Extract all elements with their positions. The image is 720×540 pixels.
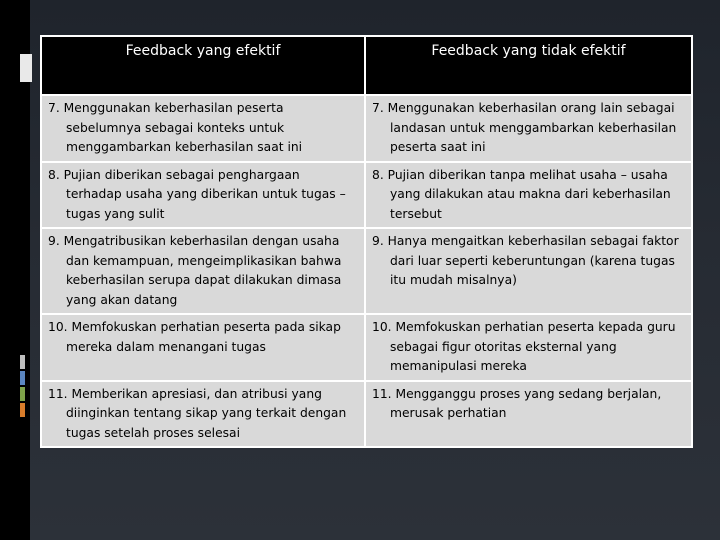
accent-bar-blue <box>20 371 25 385</box>
table-row <box>41 95 692 162</box>
table-header-row <box>41 36 692 95</box>
cell-tidak-efektif <box>365 314 692 381</box>
header-efektif: Feedback yang efektif <box>41 36 365 95</box>
decorative-square <box>20 54 32 82</box>
cell-tidak-efektif <box>365 228 692 314</box>
feedback-comparison-table <box>40 35 693 448</box>
cell-tidak-efektif <box>365 95 692 162</box>
header-tidak-efektif: Feedback yang tidak efektif <box>365 36 692 95</box>
accent-bar-orange <box>20 403 25 417</box>
cell-text: 10. Memfokuskan perhatian peserta pada sikap mereka dalam menangani tugas <box>48 320 341 354</box>
cell-text: 10. Memfokuskan perhatian peserta kepada guru sebagai figur otoritas eksternal yang memanipulasi mereka <box>372 320 676 373</box>
cell-text: 11. Mengganggu proses yang sedang berjalan, merusak perhatian <box>372 386 662 420</box>
cell-text: 9. Mengatribusikan keberhasilan dengan usaha dan kemampuan, mengeimplikasikan bahwa keberhasilan serupa dapat dilakukan dimasa yang akan datang <box>48 234 342 307</box>
cell-text: 7. Menggunakan keberhasilan orang lain sebagai landasan untuk menggambarkan keberhasilan peserta saat ini <box>372 101 677 154</box>
cell-tidak-efektif <box>365 381 692 448</box>
cell-efektif <box>41 381 365 448</box>
table-row <box>41 228 692 314</box>
table-row <box>41 314 692 381</box>
table-row <box>41 162 692 229</box>
cell-efektif <box>41 314 365 381</box>
cell-text: 7. Menggunakan keberhasilan peserta sebelumnya sebagai konteks untuk menggambarkan keberhasilan saat ini <box>48 101 303 154</box>
table-row <box>41 381 692 448</box>
cell-efektif <box>41 95 365 162</box>
cell-text: 8. Pujian diberikan tanpa melihat usaha – usaha yang dilakukan atau makna dari keberhasilan tersebut <box>372 167 671 221</box>
cell-text: 8. Pujian diberikan sebagai penghargaan terhadap usaha yang diberikan untuk tugas – tugas yang sulit <box>48 167 346 221</box>
cell-efektif <box>41 162 365 229</box>
cell-text: 11. Memberikan apresiasi, dan atribusi yang diinginkan tentang sikap yang terkait dengan tugas setelah proses selesai <box>48 386 347 440</box>
accent-bar-gray <box>20 355 25 369</box>
accent-bar-green <box>20 387 25 401</box>
cell-text: 9. Hanya mengaitkan keberhasilan sebagai faktor dari luar seperti keberuntungan (karena tugas itu mudah misalnya) <box>372 234 679 287</box>
cell-efektif <box>41 228 365 314</box>
cell-tidak-efektif <box>365 162 692 229</box>
